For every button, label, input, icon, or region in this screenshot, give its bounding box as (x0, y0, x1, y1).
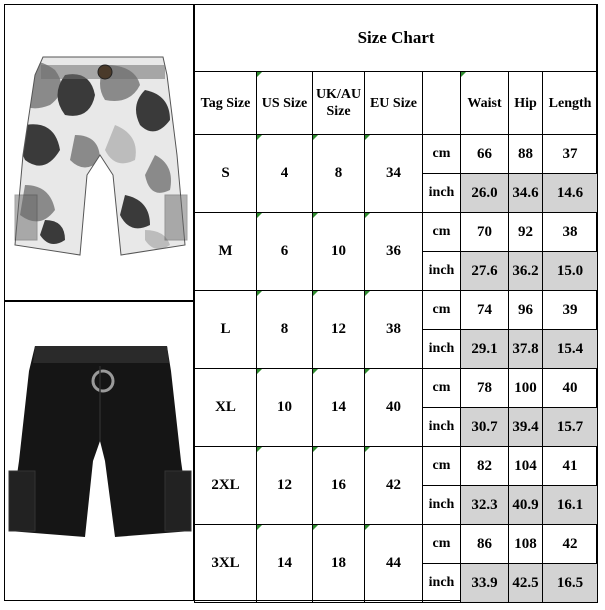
tag-size-cell: M (195, 213, 257, 291)
eu-size-cell: 40 (365, 369, 423, 447)
camo-shorts-image (5, 5, 194, 301)
us-size-cell: 8 (257, 291, 313, 369)
ukau-size-cell: 16 (313, 447, 365, 525)
hip-inch: 34.6 (509, 174, 543, 213)
eu-size-cell: 44 (365, 525, 423, 603)
tag-size-cell: S (195, 135, 257, 213)
header-waist: Waist (461, 72, 509, 135)
horizontal-divider (4, 300, 194, 302)
us-size-cell: 12 (257, 447, 313, 525)
header-ukau-line1: UK/AU (315, 87, 362, 102)
unit-inch: inch (423, 174, 461, 213)
length-inch: 15.0 (543, 252, 598, 291)
hip-inch: 37.8 (509, 330, 543, 369)
waist-cm: 78 (461, 369, 509, 408)
hip-cm: 96 (509, 291, 543, 330)
hip-cm: 108 (509, 525, 543, 564)
ukau-size-cell: 10 (313, 213, 365, 291)
length-cm: 42 (543, 525, 598, 564)
hip-cm: 104 (509, 447, 543, 486)
hip-inch: 42.5 (509, 564, 543, 603)
length-inch: 15.4 (543, 330, 598, 369)
header-length: Length (543, 72, 598, 135)
length-inch: 15.7 (543, 408, 598, 447)
unit-inch: inch (423, 486, 461, 525)
length-cm: 37 (543, 135, 598, 174)
header-ukau-size (313, 72, 365, 135)
ukau-size-cell: 18 (313, 525, 365, 603)
header-tag-size: Tag Size (195, 72, 257, 135)
hip-inch: 39.4 (509, 408, 543, 447)
length-cm: 41 (543, 447, 598, 486)
unit-cm: cm (423, 135, 461, 174)
length-cm: 40 (543, 369, 598, 408)
unit-cm: cm (423, 369, 461, 408)
header-us-size: US Size (257, 72, 313, 135)
ukau-size-cell: 14 (313, 369, 365, 447)
length-inch: 16.1 (543, 486, 598, 525)
tag-size-cell: 2XL (195, 447, 257, 525)
us-size-cell: 10 (257, 369, 313, 447)
unit-cm: cm (423, 525, 461, 564)
waist-inch: 29.1 (461, 330, 509, 369)
waist-inch: 30.7 (461, 408, 509, 447)
waist-cm: 86 (461, 525, 509, 564)
eu-size-cell: 34 (365, 135, 423, 213)
size-chart-table (194, 4, 598, 603)
unit-inch: inch (423, 252, 461, 291)
unit-inch: inch (423, 408, 461, 447)
us-size-cell: 4 (257, 135, 313, 213)
length-inch: 14.6 (543, 174, 598, 213)
ukau-size-cell: 12 (313, 291, 365, 369)
length-cm: 38 (543, 213, 598, 252)
header-unit (423, 72, 461, 135)
waist-cm: 66 (461, 135, 509, 174)
waist-cm: 70 (461, 213, 509, 252)
chart-title: Size Chart (195, 5, 598, 72)
hip-cm: 88 (509, 135, 543, 174)
waist-inch: 33.9 (461, 564, 509, 603)
tag-size-cell: 3XL (195, 525, 257, 603)
unit-cm: cm (423, 213, 461, 252)
ukau-size-cell: 8 (313, 135, 365, 213)
header-eu-size: EU Size (365, 72, 423, 135)
length-cm: 39 (543, 291, 598, 330)
eu-size-cell: 38 (365, 291, 423, 369)
header-ukau-line2: Size (326, 104, 351, 119)
waist-cm: 82 (461, 447, 509, 486)
length-inch: 16.5 (543, 564, 598, 603)
hip-inch: 40.9 (509, 486, 543, 525)
unit-inch: inch (423, 330, 461, 369)
hip-cm: 100 (509, 369, 543, 408)
tag-size-cell: XL (195, 369, 257, 447)
unit-cm: cm (423, 291, 461, 330)
us-size-cell: 14 (257, 525, 313, 603)
waist-inch: 32.3 (461, 486, 509, 525)
hip-cm: 92 (509, 213, 543, 252)
waist-cm: 74 (461, 291, 509, 330)
tag-size-cell: L (195, 291, 257, 369)
eu-size-cell: 42 (365, 447, 423, 525)
black-shorts-image (5, 301, 194, 600)
unit-inch: inch (423, 564, 461, 603)
us-size-cell: 6 (257, 213, 313, 291)
header-hip: Hip (509, 72, 543, 135)
hip-inch: 36.2 (509, 252, 543, 291)
eu-size-cell: 36 (365, 213, 423, 291)
unit-cm: cm (423, 447, 461, 486)
waist-inch: 26.0 (461, 174, 509, 213)
waist-inch: 27.6 (461, 252, 509, 291)
